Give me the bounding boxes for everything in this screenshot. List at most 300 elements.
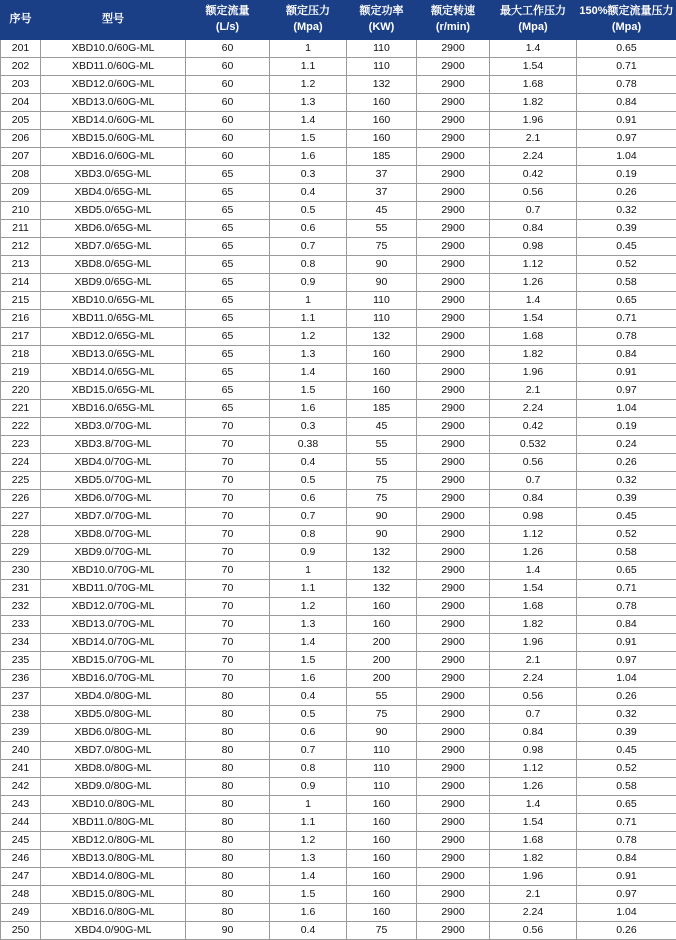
table-cell: 2.1 (490, 885, 577, 903)
table-cell: 132 (347, 561, 417, 579)
table-cell: 219 (1, 363, 41, 381)
table-row (1, 489, 676, 507)
table-cell: 60 (186, 111, 270, 129)
table-cell: 1.26 (490, 273, 577, 291)
table-cell: 70 (186, 615, 270, 633)
table-cell: 2900 (417, 57, 490, 75)
table-cell: 204 (1, 93, 41, 111)
table-cell: 80 (186, 777, 270, 795)
table-cell: 0.91 (577, 633, 676, 651)
table-cell: 80 (186, 867, 270, 885)
table-cell: 90 (347, 525, 417, 543)
table-cell: 75 (347, 705, 417, 723)
table-row (1, 813, 676, 831)
table-cell: 160 (347, 849, 417, 867)
table-cell: 110 (347, 741, 417, 759)
table-cell: 0.84 (577, 615, 676, 633)
table-cell: XBD16.0/70G-ML (41, 669, 186, 687)
table-cell: 1.6 (270, 903, 347, 921)
table-cell: 2900 (417, 795, 490, 813)
table-cell: 236 (1, 669, 41, 687)
table-cell: 2900 (417, 885, 490, 903)
table-cell: XBD14.0/70G-ML (41, 633, 186, 651)
table-cell: 1.1 (270, 309, 347, 327)
table-cell: XBD6.0/65G-ML (41, 219, 186, 237)
table-cell: 80 (186, 741, 270, 759)
table-cell: 1.54 (490, 813, 577, 831)
table-row (1, 363, 676, 381)
table-cell: 2.1 (490, 381, 577, 399)
table-cell: 65 (186, 255, 270, 273)
table-cell: 0.65 (577, 291, 676, 309)
table-cell: 0.91 (577, 867, 676, 885)
table-cell: 206 (1, 129, 41, 147)
table-cell: 1.96 (490, 633, 577, 651)
table-cell: 55 (347, 219, 417, 237)
table-cell: 80 (186, 687, 270, 705)
table-cell: 75 (347, 921, 417, 939)
table-cell: XBD16.0/60G-ML (41, 147, 186, 165)
table-cell: 70 (186, 435, 270, 453)
table-cell: XBD14.0/65G-ML (41, 363, 186, 381)
table-cell: 2.24 (490, 669, 577, 687)
table-cell: 160 (347, 813, 417, 831)
table-cell: XBD13.0/80G-ML (41, 849, 186, 867)
table-cell: 0.56 (490, 183, 577, 201)
table-cell: 249 (1, 903, 41, 921)
table-cell: XBD12.0/60G-ML (41, 75, 186, 93)
table-cell: 221 (1, 399, 41, 417)
table-cell: 80 (186, 705, 270, 723)
table-cell: 160 (347, 93, 417, 111)
table-cell: 1.4 (270, 363, 347, 381)
table-cell: 247 (1, 867, 41, 885)
column-header-title: 最大工作压力 (500, 5, 566, 17)
table-row (1, 669, 676, 687)
table-cell: 0.32 (577, 705, 676, 723)
table-cell: XBD10.0/65G-ML (41, 291, 186, 309)
table-cell: 0.97 (577, 651, 676, 669)
table-cell: 0.65 (577, 39, 676, 57)
table-cell: 0.3 (270, 165, 347, 183)
table-cell: 2900 (417, 381, 490, 399)
table-cell: 211 (1, 219, 41, 237)
table-row (1, 903, 676, 921)
table-cell: 1.2 (270, 327, 347, 345)
table-cell: XBD11.0/60G-ML (41, 57, 186, 75)
table-cell: 0.42 (490, 417, 577, 435)
table-cell: 2900 (417, 903, 490, 921)
table-cell: 160 (347, 615, 417, 633)
table-cell: XBD14.0/80G-ML (41, 867, 186, 885)
column-header-unit: (Mpa) (492, 20, 574, 36)
table-cell: 1.68 (490, 831, 577, 849)
table-row (1, 381, 676, 399)
column-header-unit: (Mpa) (579, 20, 674, 36)
table-cell: 202 (1, 57, 41, 75)
table-cell: 2900 (417, 147, 490, 165)
table-cell: 0.65 (577, 561, 676, 579)
table-row (1, 129, 676, 147)
table-cell: 1.12 (490, 255, 577, 273)
table-cell: 65 (186, 327, 270, 345)
table-row (1, 201, 676, 219)
table-cell: 2900 (417, 183, 490, 201)
table-row (1, 885, 676, 903)
table-cell: 1.4 (490, 39, 577, 57)
table-cell: 0.91 (577, 111, 676, 129)
table-row (1, 399, 676, 417)
table-cell: 80 (186, 885, 270, 903)
table-cell: 1.04 (577, 399, 676, 417)
table-cell: 0.3 (270, 417, 347, 435)
table-cell: 65 (186, 399, 270, 417)
table-cell: 1.5 (270, 885, 347, 903)
table-cell: 0.84 (490, 489, 577, 507)
table-row (1, 291, 676, 309)
table-cell: 160 (347, 129, 417, 147)
table-cell: 60 (186, 75, 270, 93)
table-cell: 70 (186, 561, 270, 579)
table-row (1, 831, 676, 849)
table-cell: 2900 (417, 759, 490, 777)
table-cell: 80 (186, 813, 270, 831)
table-cell: 0.5 (270, 471, 347, 489)
table-cell: XBD9.0/70G-ML (41, 543, 186, 561)
table-cell: 160 (347, 831, 417, 849)
table-cell: XBD3.0/70G-ML (41, 417, 186, 435)
table-row (1, 57, 676, 75)
table-cell: 2.24 (490, 399, 577, 417)
table-cell: 2900 (417, 651, 490, 669)
table-cell: 70 (186, 525, 270, 543)
table-cell: 0.65 (577, 795, 676, 813)
table-cell: 1.4 (490, 291, 577, 309)
table-cell: 1.5 (270, 651, 347, 669)
table-cell: 0.8 (270, 525, 347, 543)
table-cell: 0.7 (490, 471, 577, 489)
table-cell: 110 (347, 759, 417, 777)
table-cell: 1.12 (490, 525, 577, 543)
table-cell: 0.4 (270, 453, 347, 471)
table-cell: 235 (1, 651, 41, 669)
table-cell: 65 (186, 381, 270, 399)
table-cell: 185 (347, 147, 417, 165)
column-header-title: 150%额定流量压力 (579, 5, 673, 17)
table-cell: 0.58 (577, 273, 676, 291)
table-cell: 0.532 (490, 435, 577, 453)
table-cell: 70 (186, 633, 270, 651)
table-cell: 0.98 (490, 741, 577, 759)
table-cell: 2900 (417, 255, 490, 273)
column-header-title: 额定功率 (360, 5, 404, 17)
table-row (1, 651, 676, 669)
table-cell: 1 (270, 561, 347, 579)
table-cell: XBD8.0/65G-ML (41, 255, 186, 273)
table-cell: 75 (347, 471, 417, 489)
table-cell: 60 (186, 129, 270, 147)
table-cell: 160 (347, 111, 417, 129)
table-row (1, 921, 676, 939)
column-header-0 (1, 1, 41, 40)
table-cell: 0.26 (577, 183, 676, 201)
table-cell: XBD4.0/80G-ML (41, 687, 186, 705)
table-cell: 0.58 (577, 777, 676, 795)
column-header-title: 额定压力 (286, 5, 330, 17)
table-cell: 0.52 (577, 255, 676, 273)
table-cell: XBD16.0/80G-ML (41, 903, 186, 921)
column-header-unit: (L/s) (188, 20, 267, 36)
table-row (1, 777, 676, 795)
table-cell: 208 (1, 165, 41, 183)
table-cell: 0.71 (577, 309, 676, 327)
table-cell: 237 (1, 687, 41, 705)
table-cell: 1 (270, 795, 347, 813)
table-cell: 2900 (417, 525, 490, 543)
table-cell: XBD7.0/80G-ML (41, 741, 186, 759)
table-cell: 1.6 (270, 399, 347, 417)
table-cell: XBD15.0/60G-ML (41, 129, 186, 147)
table-cell: 242 (1, 777, 41, 795)
column-header-title: 额定转速 (431, 5, 475, 17)
table-cell: 1.82 (490, 345, 577, 363)
table-cell: 0.97 (577, 381, 676, 399)
column-header-unit: (r/min) (419, 20, 487, 36)
table-cell: 55 (347, 687, 417, 705)
table-cell: XBD7.0/70G-ML (41, 507, 186, 525)
table-cell: 132 (347, 75, 417, 93)
table-cell: XBD16.0/65G-ML (41, 399, 186, 417)
table-cell: 0.4 (270, 183, 347, 201)
table-cell: 110 (347, 39, 417, 57)
column-header-unit: (Mpa) (272, 20, 344, 36)
table-row (1, 453, 676, 471)
table-cell: XBD6.0/80G-ML (41, 723, 186, 741)
table-cell: 214 (1, 273, 41, 291)
table-cell: 1.82 (490, 615, 577, 633)
table-cell: 2900 (417, 291, 490, 309)
table-cell: 2900 (417, 831, 490, 849)
table-cell: 0.84 (577, 345, 676, 363)
table-cell: 90 (186, 921, 270, 939)
table-cell: 240 (1, 741, 41, 759)
table-cell: 1.96 (490, 111, 577, 129)
table-cell: 0.84 (490, 219, 577, 237)
table-row (1, 147, 676, 165)
table-cell: 1.82 (490, 93, 577, 111)
table-cell: 1.1 (270, 57, 347, 75)
table-cell: 70 (186, 471, 270, 489)
table-row (1, 471, 676, 489)
table-cell: 2900 (417, 813, 490, 831)
table-cell: 2900 (417, 417, 490, 435)
table-cell: 223 (1, 435, 41, 453)
table-cell: 70 (186, 579, 270, 597)
table-cell: 2900 (417, 201, 490, 219)
table-cell: 228 (1, 525, 41, 543)
table-cell: 160 (347, 885, 417, 903)
table-cell: 2900 (417, 237, 490, 255)
table-cell: 2900 (417, 75, 490, 93)
table-row (1, 597, 676, 615)
table-cell: 1.1 (270, 579, 347, 597)
table-cell: 80 (186, 723, 270, 741)
table-cell: 2900 (417, 129, 490, 147)
table-cell: 0.98 (490, 237, 577, 255)
table-cell: 241 (1, 759, 41, 777)
table-cell: 45 (347, 201, 417, 219)
table-cell: 0.9 (270, 777, 347, 795)
table-cell: 0.38 (270, 435, 347, 453)
table-cell: 65 (186, 183, 270, 201)
table-cell: 0.4 (270, 921, 347, 939)
table-body (1, 39, 676, 939)
table-cell: 1.26 (490, 543, 577, 561)
table-cell: 160 (347, 363, 417, 381)
table-cell: 1.04 (577, 669, 676, 687)
table-row (1, 507, 676, 525)
table-cell: 0.39 (577, 489, 676, 507)
table-cell: 248 (1, 885, 41, 903)
table-cell: 2900 (417, 867, 490, 885)
table-cell: 201 (1, 39, 41, 57)
table-row (1, 687, 676, 705)
table-cell: 233 (1, 615, 41, 633)
table-cell: 0.8 (270, 255, 347, 273)
table-cell: 0.84 (577, 849, 676, 867)
table-cell: XBD13.0/60G-ML (41, 93, 186, 111)
table-row (1, 93, 676, 111)
table-row (1, 759, 676, 777)
table-cell: 216 (1, 309, 41, 327)
table-cell: 2900 (417, 165, 490, 183)
table-cell: 2900 (417, 669, 490, 687)
table-row (1, 273, 676, 291)
table-row (1, 345, 676, 363)
table-cell: 226 (1, 489, 41, 507)
table-cell: 0.5 (270, 705, 347, 723)
table-cell: 224 (1, 453, 41, 471)
table-cell: 2900 (417, 471, 490, 489)
table-cell: 0.7 (270, 741, 347, 759)
table-row (1, 633, 676, 651)
table-cell: 1 (270, 291, 347, 309)
table-cell: 1.54 (490, 579, 577, 597)
table-cell: 1.3 (270, 345, 347, 363)
table-cell: 0.58 (577, 543, 676, 561)
table-cell: 2900 (417, 561, 490, 579)
table-cell: 37 (347, 165, 417, 183)
table-cell: 0.56 (490, 921, 577, 939)
table-cell: 0.52 (577, 525, 676, 543)
table-cell: 1.5 (270, 381, 347, 399)
table-cell: 1.68 (490, 597, 577, 615)
table-cell: 245 (1, 831, 41, 849)
table-cell: XBD5.0/80G-ML (41, 705, 186, 723)
table-cell: 160 (347, 597, 417, 615)
table-cell: XBD12.0/80G-ML (41, 831, 186, 849)
table-cell: 0.24 (577, 435, 676, 453)
table-cell: 80 (186, 903, 270, 921)
table-cell: XBD13.0/70G-ML (41, 615, 186, 633)
table-cell: 1.4 (490, 795, 577, 813)
table-row (1, 849, 676, 867)
column-header-1 (41, 1, 186, 40)
table-cell: 2900 (417, 543, 490, 561)
table-cell: 1.54 (490, 309, 577, 327)
table-cell: 0.7 (270, 237, 347, 255)
table-cell: 90 (347, 255, 417, 273)
table-cell: XBD15.0/70G-ML (41, 651, 186, 669)
table-cell: 238 (1, 705, 41, 723)
table-cell: 0.45 (577, 237, 676, 255)
table-cell: 75 (347, 489, 417, 507)
table-cell: 80 (186, 759, 270, 777)
table-cell: 2.1 (490, 651, 577, 669)
table-cell: 0.56 (490, 687, 577, 705)
table-cell: 1.96 (490, 867, 577, 885)
table-cell: 0.26 (577, 921, 676, 939)
table-cell: XBD8.0/70G-ML (41, 525, 186, 543)
table-cell: 65 (186, 165, 270, 183)
table-cell: 1.04 (577, 147, 676, 165)
table-cell: 2900 (417, 777, 490, 795)
table-cell: 70 (186, 597, 270, 615)
table-cell: 70 (186, 507, 270, 525)
table-cell: XBD4.0/90G-ML (41, 921, 186, 939)
table-cell: 210 (1, 201, 41, 219)
table-cell: 205 (1, 111, 41, 129)
table-row (1, 255, 676, 273)
table-cell: 1.4 (270, 633, 347, 651)
table-row (1, 435, 676, 453)
table-cell: 2900 (417, 273, 490, 291)
table-cell: 218 (1, 345, 41, 363)
table-cell: 200 (347, 669, 417, 687)
table-cell: 209 (1, 183, 41, 201)
column-header-3 (270, 1, 347, 40)
table-cell: 2900 (417, 723, 490, 741)
table-cell: 2900 (417, 489, 490, 507)
table-cell: 80 (186, 831, 270, 849)
table-cell: 2900 (417, 633, 490, 651)
table-cell: 65 (186, 201, 270, 219)
table-cell: 0.32 (577, 201, 676, 219)
table-cell: XBD4.0/65G-ML (41, 183, 186, 201)
table-cell: 234 (1, 633, 41, 651)
table-cell: XBD4.0/70G-ML (41, 453, 186, 471)
table-cell: 212 (1, 237, 41, 255)
table-cell: XBD14.0/60G-ML (41, 111, 186, 129)
table-cell: 2900 (417, 579, 490, 597)
table-cell: 1.2 (270, 831, 347, 849)
table-cell: XBD15.0/65G-ML (41, 381, 186, 399)
table-row (1, 543, 676, 561)
table-cell: 0.5 (270, 201, 347, 219)
table-row (1, 795, 676, 813)
column-header-7 (577, 1, 676, 40)
table-cell: 1.12 (490, 759, 577, 777)
table-cell: 110 (347, 777, 417, 795)
table-cell: 45 (347, 417, 417, 435)
table-cell: 2900 (417, 615, 490, 633)
table-cell: XBD7.0/65G-ML (41, 237, 186, 255)
table-cell: 55 (347, 435, 417, 453)
table-cell: 2900 (417, 687, 490, 705)
table-cell: 2900 (417, 921, 490, 939)
table-cell: 0.97 (577, 129, 676, 147)
table-cell: 0.98 (490, 507, 577, 525)
